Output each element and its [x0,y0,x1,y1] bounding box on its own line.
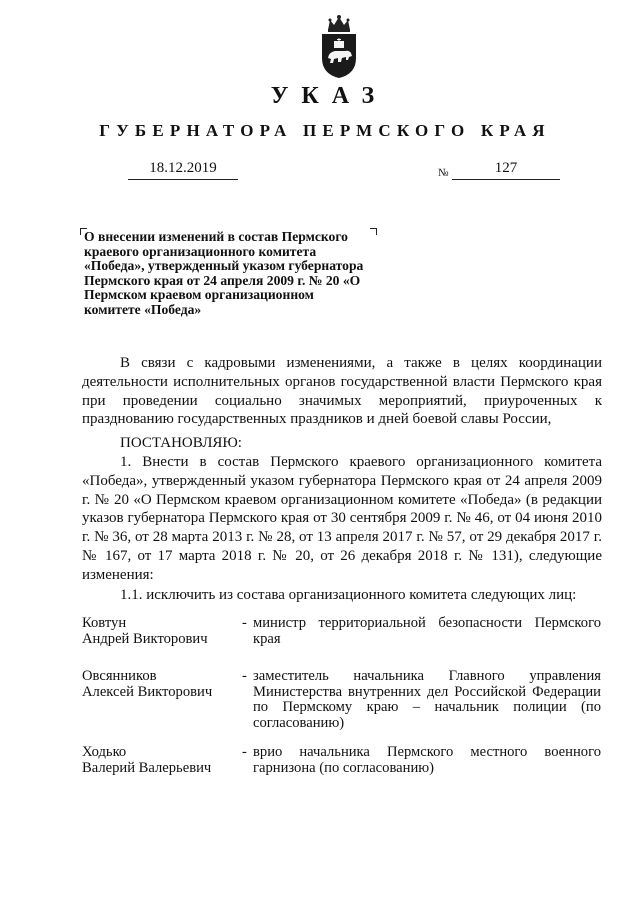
preamble-paragraph: В связи с кадровыми изменениями, а также в целях координации деятельности исполнительных органов государственной власти Пермского края при проведении социально значимых мероприятий, приуроченных к празднованию государственных праздников и дней боевой славы России, [82,355,602,428]
person-role: заместитель начальника Главного управления Министерства внутренних дел Российской Федерации по Пермскому краю – начальник полиции (по согласованию) [253,668,601,731]
decree-number: 127 [452,160,560,180]
number-sign: № [438,167,449,179]
person-role: министр территориальной безопасности Пермского края [253,615,601,647]
clause-1-paragraph: 1. Внести в состав Пермского краевого организационного комитета «Победа», утвержденный указом губернатора Пермского края от 24 апреля 2009 г. № 20 «О Пермском краевом организационном комитете «Победа» (в редакции указов губернатора Пермского края от 30 сентября 2009 г. № 46, от 04 июня 2010 г. № 36, от 28 марта 2013 г. № 28, от 13 апреля 2017 г. № 57, от 29 декабря 2017 г. № 167, от 17 марта 2018 г. № 20, от 26 декабря 2018 г. № 131), следующие изменения: [82,454,602,583]
decree-date: 18.12.2019 [128,160,238,180]
person-dash: - [242,668,247,684]
person-name [82,669,242,700]
person-role: врио начальника Пермского местного военного гарнизона (по согласованию) [253,744,601,776]
person-dash: - [242,744,247,760]
person-name [82,616,242,647]
person-name [82,745,242,776]
perm-krai-coat-of-arms-icon [318,14,360,80]
decree-title: УКАЗ [270,83,388,109]
person-given-name: Андрей Викторович [82,630,208,647]
person-given-name: Алексей Викторович [82,683,213,700]
decree-issuer: ГУБЕРНАТОРА ПЕРМСКОГО КРАЯ [99,121,551,140]
decree-subject: О внесении изменений в состав Пермского краевого организационного комитета «Победа», утвержденный указом губернатора Пермского края от 24 апреля 2009 г. № 20 «О Пермском краевом организационном комитете «Победа» [84,229,364,317]
person-given-name: Валерий Валерьевич [82,759,212,776]
person-surname: Ковтун [82,615,127,631]
clause-1-1-paragraph: 1.1. исключить из состава организационного комитета следующих лиц: [120,587,577,603]
person-surname: Ходько [82,744,127,760]
resolution-heading: ПОСТАНОВЛЯЮ: [120,435,242,451]
person-dash: - [242,615,247,631]
person-surname: Овсянников [82,668,157,684]
